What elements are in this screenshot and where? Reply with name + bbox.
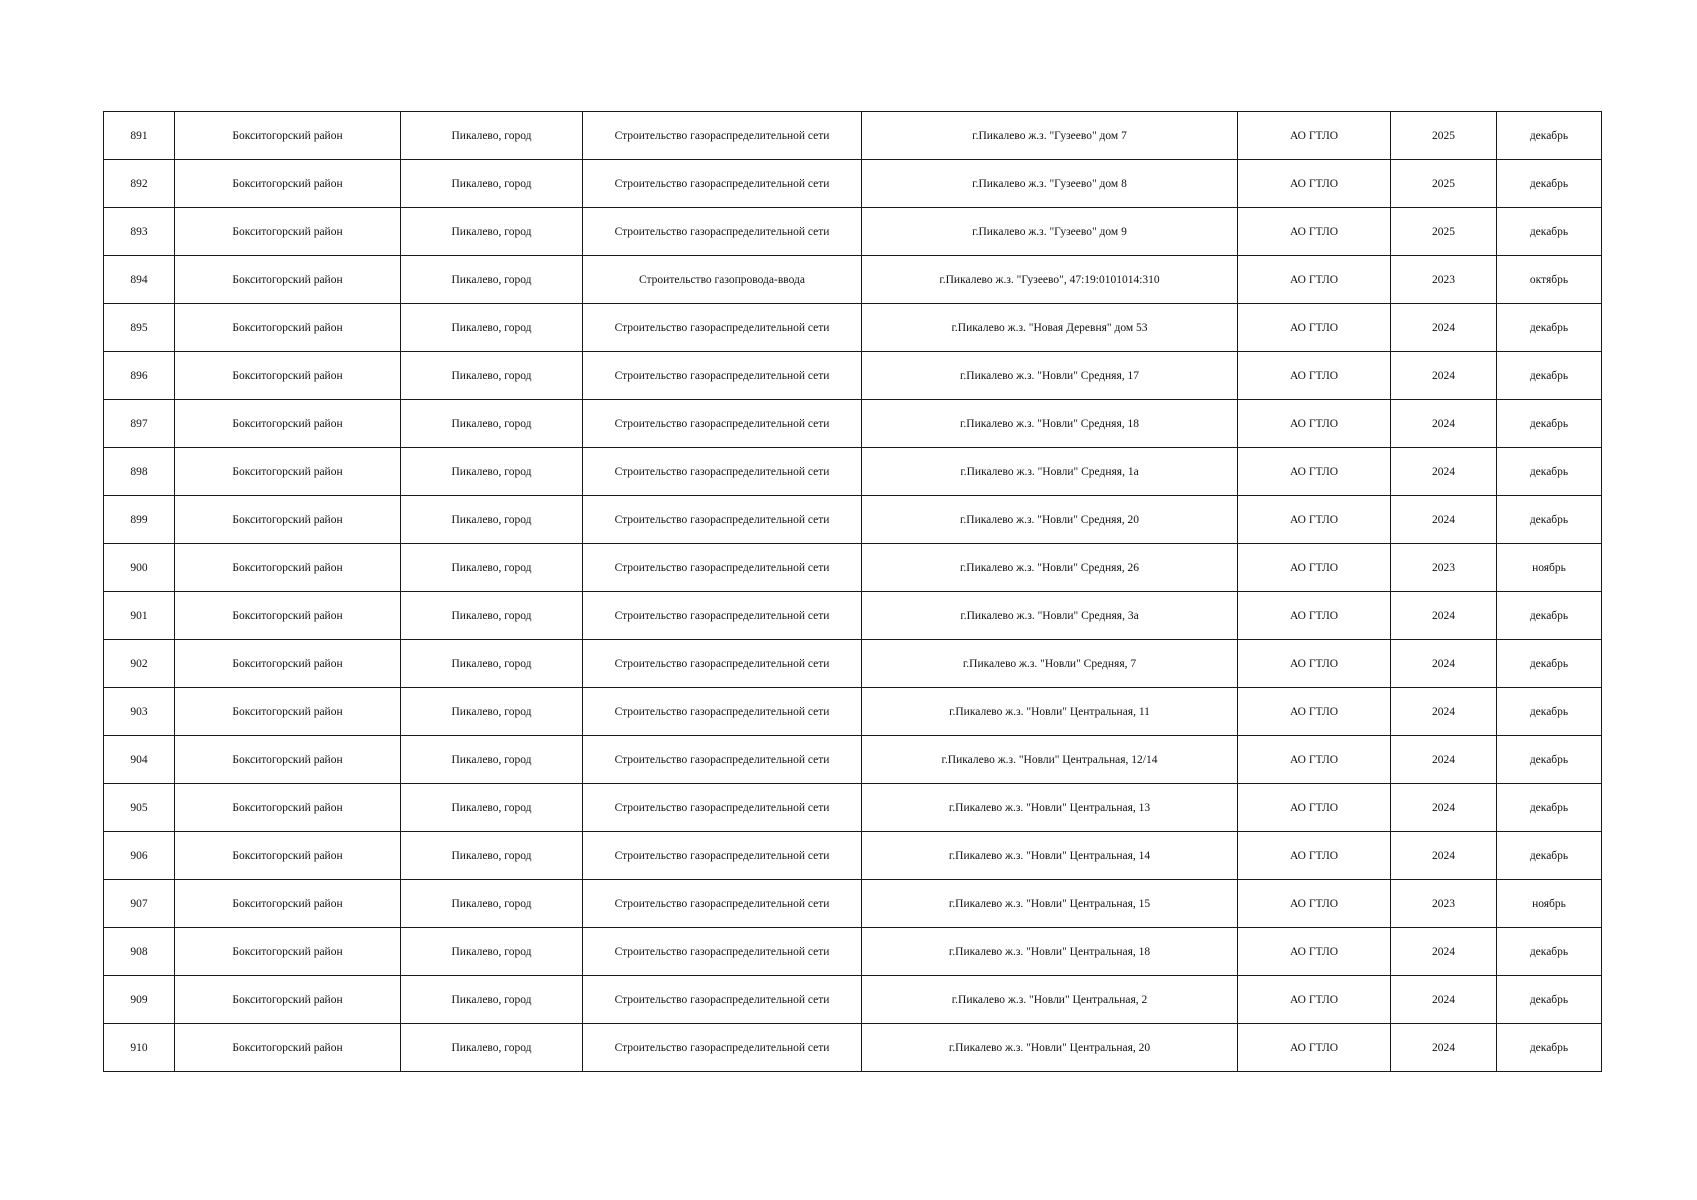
work-type-cell: Строительство газораспределительной сети: [583, 544, 862, 592]
row-number-cell: 909: [104, 976, 175, 1024]
table-row: [104, 352, 1602, 400]
organization-cell: АО ГТЛО: [1238, 832, 1391, 880]
row-number-cell: 897: [104, 400, 175, 448]
address-cell: г.Пикалево ж.з. "Новли" Центральная, 2: [862, 976, 1238, 1024]
month-cell: декабрь: [1497, 448, 1602, 496]
row-number-cell: 896: [104, 352, 175, 400]
address-cell: г.Пикалево ж.з. "Новли" Центральная, 11: [862, 688, 1238, 736]
district-cell: Бокситогорский район: [175, 928, 401, 976]
work-type-cell: Строительство газораспределительной сети: [583, 784, 862, 832]
work-type-cell: Строительство газораспределительной сети: [583, 592, 862, 640]
address-cell: г.Пикалево ж.з. "Новли" Центральная, 20: [862, 1024, 1238, 1072]
organization-cell: АО ГТЛО: [1238, 592, 1391, 640]
table-row: [104, 928, 1602, 976]
month-cell: декабрь: [1497, 496, 1602, 544]
address-cell: г.Пикалево ж.з. "Новли" Средняя, 26: [862, 544, 1238, 592]
row-number-cell: 905: [104, 784, 175, 832]
year-cell: 2023: [1391, 544, 1497, 592]
row-number-cell: 903: [104, 688, 175, 736]
table-row: [104, 1024, 1602, 1072]
district-cell: Бокситогорский район: [175, 544, 401, 592]
address-cell: г.Пикалево ж.з. "Гузеево", 47:19:0101014:310: [862, 256, 1238, 304]
address-cell: г.Пикалево ж.з. "Новли" Средняя, 18: [862, 400, 1238, 448]
district-cell: Бокситогорский район: [175, 256, 401, 304]
district-cell: Бокситогорский район: [175, 880, 401, 928]
work-type-cell: Строительство газораспределительной сети: [583, 448, 862, 496]
settlement-cell: Пикалево, город: [401, 352, 583, 400]
year-cell: 2023: [1391, 880, 1497, 928]
address-cell: г.Пикалево ж.з. "Новли" Средняя, 17: [862, 352, 1238, 400]
organization-cell: АО ГТЛО: [1238, 304, 1391, 352]
district-cell: Бокситогорский район: [175, 592, 401, 640]
row-number-cell: 901: [104, 592, 175, 640]
settlement-cell: Пикалево, город: [401, 832, 583, 880]
year-cell: 2024: [1391, 352, 1497, 400]
month-cell: ноябрь: [1497, 880, 1602, 928]
table-row: [104, 496, 1602, 544]
settlement-cell: Пикалево, город: [401, 640, 583, 688]
row-number-cell: 906: [104, 832, 175, 880]
month-cell: декабрь: [1497, 352, 1602, 400]
year-cell: 2024: [1391, 592, 1497, 640]
year-cell: 2024: [1391, 736, 1497, 784]
month-cell: декабрь: [1497, 688, 1602, 736]
settlement-cell: Пикалево, город: [401, 1024, 583, 1072]
district-cell: Бокситогорский район: [175, 736, 401, 784]
year-cell: 2024: [1391, 304, 1497, 352]
organization-cell: АО ГТЛО: [1238, 544, 1391, 592]
district-cell: Бокситогорский район: [175, 208, 401, 256]
table-row: [104, 736, 1602, 784]
row-number-cell: 891: [104, 112, 175, 160]
month-cell: декабрь: [1497, 640, 1602, 688]
work-type-cell: Строительство газораспределительной сети: [583, 160, 862, 208]
address-cell: г.Пикалево ж.з. "Новли" Центральная, 15: [862, 880, 1238, 928]
settlement-cell: Пикалево, город: [401, 592, 583, 640]
row-number-cell: 907: [104, 880, 175, 928]
table-row: [104, 592, 1602, 640]
year-cell: 2024: [1391, 400, 1497, 448]
row-number-cell: 904: [104, 736, 175, 784]
month-cell: декабрь: [1497, 1024, 1602, 1072]
work-type-cell: Строительство газораспределительной сети: [583, 976, 862, 1024]
address-cell: г.Пикалево ж.з. "Новая Деревня" дом 53: [862, 304, 1238, 352]
year-cell: 2024: [1391, 688, 1497, 736]
work-type-cell: Строительство газораспределительной сети: [583, 880, 862, 928]
organization-cell: АО ГТЛО: [1238, 784, 1391, 832]
work-type-cell: Строительство газопровода-ввода: [583, 256, 862, 304]
address-cell: г.Пикалево ж.з. "Новли" Средняя, 1а: [862, 448, 1238, 496]
year-cell: 2024: [1391, 976, 1497, 1024]
year-cell: 2024: [1391, 784, 1497, 832]
month-cell: декабрь: [1497, 784, 1602, 832]
table-body: [104, 112, 1602, 1072]
row-number-cell: 892: [104, 160, 175, 208]
month-cell: декабрь: [1497, 736, 1602, 784]
district-cell: Бокситогорский район: [175, 832, 401, 880]
district-cell: Бокситогорский район: [175, 400, 401, 448]
month-cell: ноябрь: [1497, 544, 1602, 592]
table-row: [104, 160, 1602, 208]
month-cell: декабрь: [1497, 592, 1602, 640]
work-type-cell: Строительство газораспределительной сети: [583, 832, 862, 880]
month-cell: декабрь: [1497, 400, 1602, 448]
row-number-cell: 893: [104, 208, 175, 256]
table-row: [104, 304, 1602, 352]
organization-cell: АО ГТЛО: [1238, 112, 1391, 160]
work-type-cell: Строительство газораспределительной сети: [583, 736, 862, 784]
work-type-cell: Строительство газораспределительной сети: [583, 688, 862, 736]
year-cell: 2024: [1391, 928, 1497, 976]
month-cell: декабрь: [1497, 208, 1602, 256]
organization-cell: АО ГТЛО: [1238, 880, 1391, 928]
settlement-cell: Пикалево, город: [401, 880, 583, 928]
settlement-cell: Пикалево, город: [401, 448, 583, 496]
organization-cell: АО ГТЛО: [1238, 448, 1391, 496]
settlement-cell: Пикалево, город: [401, 544, 583, 592]
settlement-cell: Пикалево, город: [401, 928, 583, 976]
district-cell: Бокситогорский район: [175, 160, 401, 208]
gasification-schedule-table: [103, 111, 1602, 1072]
year-cell: 2024: [1391, 496, 1497, 544]
district-cell: Бокситогорский район: [175, 352, 401, 400]
work-type-cell: Строительство газораспределительной сети: [583, 112, 862, 160]
year-cell: 2024: [1391, 448, 1497, 496]
work-type-cell: Строительство газораспределительной сети: [583, 640, 862, 688]
settlement-cell: Пикалево, город: [401, 304, 583, 352]
month-cell: декабрь: [1497, 976, 1602, 1024]
year-cell: 2023: [1391, 256, 1497, 304]
row-number-cell: 902: [104, 640, 175, 688]
settlement-cell: Пикалево, город: [401, 688, 583, 736]
district-cell: Бокситогорский район: [175, 1024, 401, 1072]
address-cell: г.Пикалево ж.з. "Новли" Средняя, 20: [862, 496, 1238, 544]
organization-cell: АО ГТЛО: [1238, 640, 1391, 688]
district-cell: Бокситогорский район: [175, 304, 401, 352]
settlement-cell: Пикалево, город: [401, 736, 583, 784]
row-number-cell: 908: [104, 928, 175, 976]
district-cell: Бокситогорский район: [175, 688, 401, 736]
year-cell: 2025: [1391, 208, 1497, 256]
district-cell: Бокситогорский район: [175, 112, 401, 160]
month-cell: декабрь: [1497, 928, 1602, 976]
year-cell: 2024: [1391, 640, 1497, 688]
organization-cell: АО ГТЛО: [1238, 400, 1391, 448]
address-cell: г.Пикалево ж.з. "Новли" Центральная, 14: [862, 832, 1238, 880]
month-cell: декабрь: [1497, 832, 1602, 880]
settlement-cell: Пикалево, город: [401, 976, 583, 1024]
table-row: [104, 976, 1602, 1024]
settlement-cell: Пикалево, город: [401, 112, 583, 160]
address-cell: г.Пикалево ж.з. "Гузеево" дом 8: [862, 160, 1238, 208]
work-type-cell: Строительство газораспределительной сети: [583, 928, 862, 976]
work-type-cell: Строительство газораспределительной сети: [583, 208, 862, 256]
table-row: [104, 688, 1602, 736]
year-cell: 2024: [1391, 1024, 1497, 1072]
address-cell: г.Пикалево ж.з. "Новли" Центральная, 13: [862, 784, 1238, 832]
district-cell: Бокситогорский район: [175, 496, 401, 544]
row-number-cell: 898: [104, 448, 175, 496]
organization-cell: АО ГТЛО: [1238, 352, 1391, 400]
district-cell: Бокситогорский район: [175, 640, 401, 688]
settlement-cell: Пикалево, город: [401, 160, 583, 208]
settlement-cell: Пикалево, город: [401, 256, 583, 304]
work-type-cell: Строительство газораспределительной сети: [583, 400, 862, 448]
year-cell: 2025: [1391, 160, 1497, 208]
organization-cell: АО ГТЛО: [1238, 256, 1391, 304]
month-cell: декабрь: [1497, 112, 1602, 160]
table-row: [104, 208, 1602, 256]
settlement-cell: Пикалево, город: [401, 208, 583, 256]
year-cell: 2025: [1391, 112, 1497, 160]
month-cell: декабрь: [1497, 304, 1602, 352]
row-number-cell: 899: [104, 496, 175, 544]
district-cell: Бокситогорский район: [175, 784, 401, 832]
organization-cell: АО ГТЛО: [1238, 688, 1391, 736]
address-cell: г.Пикалево ж.з. "Новли" Центральная, 12/14: [862, 736, 1238, 784]
address-cell: г.Пикалево ж.з. "Новли" Средняя, 3а: [862, 592, 1238, 640]
row-number-cell: 895: [104, 304, 175, 352]
district-cell: Бокситогорский район: [175, 448, 401, 496]
organization-cell: АО ГТЛО: [1238, 1024, 1391, 1072]
month-cell: октябрь: [1497, 256, 1602, 304]
row-number-cell: 894: [104, 256, 175, 304]
settlement-cell: Пикалево, город: [401, 496, 583, 544]
address-cell: г.Пикалево ж.з. "Новли" Центральная, 18: [862, 928, 1238, 976]
table-row: [104, 112, 1602, 160]
table-row: [104, 640, 1602, 688]
table-row: [104, 832, 1602, 880]
district-cell: Бокситогорский район: [175, 976, 401, 1024]
organization-cell: АО ГТЛО: [1238, 496, 1391, 544]
work-type-cell: Строительство газораспределительной сети: [583, 352, 862, 400]
settlement-cell: Пикалево, город: [401, 784, 583, 832]
table-row: [104, 448, 1602, 496]
row-number-cell: 900: [104, 544, 175, 592]
table-row: [104, 400, 1602, 448]
organization-cell: АО ГТЛО: [1238, 736, 1391, 784]
address-cell: г.Пикалево ж.з. "Гузеево" дом 7: [862, 112, 1238, 160]
table-row: [104, 256, 1602, 304]
work-type-cell: Строительство газораспределительной сети: [583, 496, 862, 544]
address-cell: г.Пикалево ж.з. "Гузеево" дом 9: [862, 208, 1238, 256]
organization-cell: АО ГТЛО: [1238, 976, 1391, 1024]
organization-cell: АО ГТЛО: [1238, 208, 1391, 256]
settlement-cell: Пикалево, город: [401, 400, 583, 448]
organization-cell: АО ГТЛО: [1238, 160, 1391, 208]
table-row: [104, 544, 1602, 592]
organization-cell: АО ГТЛО: [1238, 928, 1391, 976]
row-number-cell: 910: [104, 1024, 175, 1072]
month-cell: декабрь: [1497, 160, 1602, 208]
address-cell: г.Пикалево ж.з. "Новли" Средняя, 7: [862, 640, 1238, 688]
table-row: [104, 784, 1602, 832]
table-row: [104, 880, 1602, 928]
year-cell: 2024: [1391, 832, 1497, 880]
work-type-cell: Строительство газораспределительной сети: [583, 304, 862, 352]
work-type-cell: Строительство газораспределительной сети: [583, 1024, 862, 1072]
